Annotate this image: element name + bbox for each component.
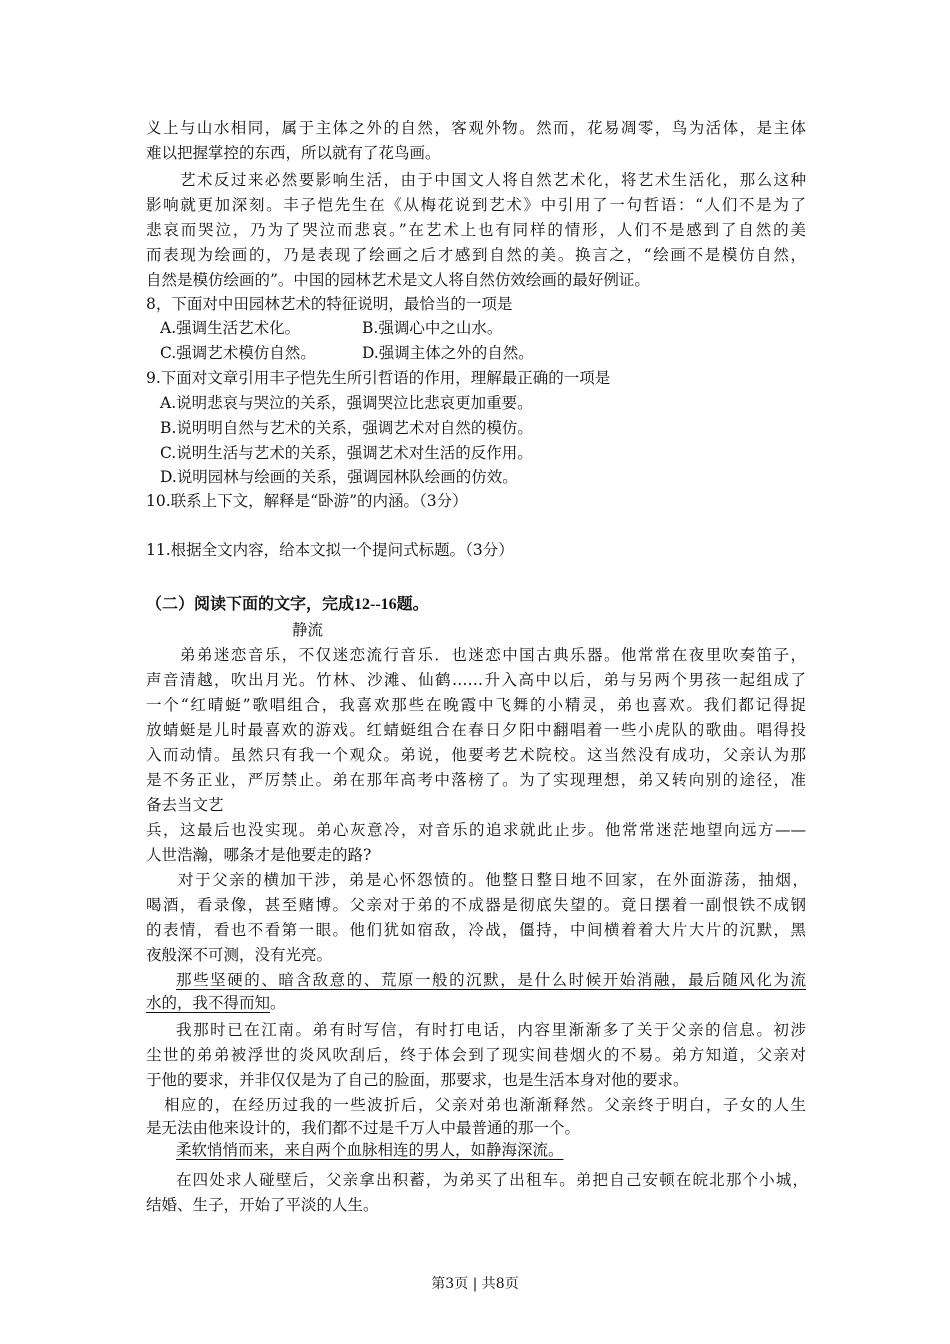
text-line: 人世浩瀚，哪条才是他要走的路? [146,846,372,864]
option-8c: C.强调艺术模仿自然。 [160,344,316,362]
text-line: 声音清越，吹出月光。竹林、沙滩、仙鹤……升入高中以后，弟与另两个男孩一起组成了 [146,671,806,689]
text-line: 而表现为绘画的，乃是表现了绘画之后才感到自然的美。换言之，“绘画不是模仿自然， [146,246,806,264]
question-8: 8，下面对中田园林艺术的特征说明，最恰当的一项是 [146,295,513,313]
option-9a: A.说明悲哀与哭泣的关系，强调哭泣比悲哀更加重要。 [160,394,533,412]
text-line: 结婚、生子，开始了平淡的人生。 [146,1196,379,1214]
question-10: 10.联系上下文，解释是“卧游”的内涵。（3分） [146,492,468,510]
text-line: 是不务正业，严厉禁止。弟在那年高考中落榜了。为了实现理想，弟又转向别的途径，准 [146,771,806,789]
page-footer: 第3页 | 共8页 [431,1276,519,1292]
text-line: 相应的，在经历过我的一些波折后，父亲对弟也渐渐释然。父亲终于明白，子女的人生 [164,1096,806,1114]
period: 。 [270,994,286,1012]
text-line: 夜般深不可测，没有光亮。 [146,946,333,964]
text-line: 难以把握掌控的东西，所以就有了花鸟画。 [146,144,441,162]
text-line: 入而动情。虽然只有我一个观众。弟说，他要考艺术院校。这当然没有成功，父亲认为那 [146,746,806,764]
option-9c: C.说明生活与艺术的关系，强调艺术对生活的反作用。 [160,444,533,462]
text-line: 尘世的弟弟被浮世的炎风吹刮后，终于体会到了现实间巷烟火的不易。弟方知道，父亲对 [146,1046,806,1064]
text-line: 义上与山水相同，属于主体之外的自然，客观外物。然而，花易凋零，鸟为活体，是主体 [146,119,806,137]
question-9: 9.下面对文章引用丰子恺先生所引哲语的作用，理解最正确的一项是 [146,369,611,387]
question-11: 11.根据全文内容，给本文拟一个提问式标题。（3分） [146,541,514,559]
text-line: 放蜻蜓是儿时最喜欢的游戏。红蜻蜓组合在春日夕阳中翻唱着一些小虎队的歌曲。唱得投 [146,721,806,739]
section-heading: （二）阅读下面的文字，完成12--16题。 [146,596,429,613]
text-line: 的表情，看也不看第一眼。他们犹如宿敌，冷战，僵持，中间横着着大片大片的沉默，黑 [146,921,806,939]
text-line: 喝酒，看录像，甚至赌博。父亲对于弟的不成器是彻底失望的。竟日摆着一副恨铁不成钢 [146,896,806,914]
text-line: 是无法由他来设计的，我们都不过是千万人中最普通的那一个。 [146,1119,581,1137]
option-8a: A.强调生活艺术化。 [160,319,301,337]
text-line: 对于父亲的横加干涉，弟是心怀怨愤的。他整日整日地不回家，在外面游荡，抽烟， [178,871,808,889]
passage-title: 静流 [292,621,324,639]
text-line: 艺术反过来必然要影响生活，由于中国文人将自然艺术化，将艺术生活化，那么这种 [180,171,806,189]
text-line: 弟弟迷恋音乐，不仅迷恋流行音乐．也迷恋中国古典乐器。他常常在夜里吹奏笛子， [180,646,806,664]
text-line: 悲哀而哭泣，乃为了哭泣而悲哀。”在艺术上也有同样的情形，人们不是感到了自然的美 [146,221,806,239]
text-line: 在四处求人碰壁后，父亲拿出积蓄，为弟买了出租车。弟把自己安顿在皖北那个小城， [176,1171,808,1189]
text-line: 影响就更加深刻。丰子恺先生在《从梅花说到艺术》中引用了一句哲语：“人们不是为了 [146,196,806,214]
text-line [146,993,806,1013]
underlined-sentence: 柔软悄悄而来，来自两个血脉相连的男人，如静海深流。 [176,1141,564,1159]
text-line: 兵，这最后也没实现。弟心灰意冷，对音乐的追求就此止步。他常常迷茫地望向远方—— [146,821,806,839]
underlined-sentence-end: 水的，我不得而知 [146,994,271,1012]
option-8b: B.强调心中之山水。 [362,319,503,337]
option-9d: D.说明园林与绘画的关系，强调园林队绘画的仿效。 [160,468,518,486]
text-line: 我那时已在江南。弟有时写信，有时打电话，内容里渐渐多了关于父亲的信息。初涉 [176,1021,806,1039]
text-line: 一个“红晴蜓”歌唱组合，我喜欢那些在晚霞中飞舞的小精灵，弟也喜欢。我们都记得捉 [146,696,806,714]
text-line: 自然是模仿绘画的”。中国的园林艺术是文人将自然仿效绘画的最好例证。 [146,271,650,289]
text-line: 备去当文艺 [146,796,224,814]
option-9b: B.说明明自然与艺术的关系，强调艺术对自然的模仿。 [160,419,533,437]
underlined-sentence: 那些坚硬的、暗含敌意的、荒原一般的沉默，是什么时候开始消融，最后随风化为流 [176,971,806,989]
option-8d: D.强调主体之外的自然。 [362,344,534,362]
text-line: 于他的要求，并非仅仅是为了自己的脸面，那要求，也是生活本身对他的要求。 [146,1071,689,1089]
